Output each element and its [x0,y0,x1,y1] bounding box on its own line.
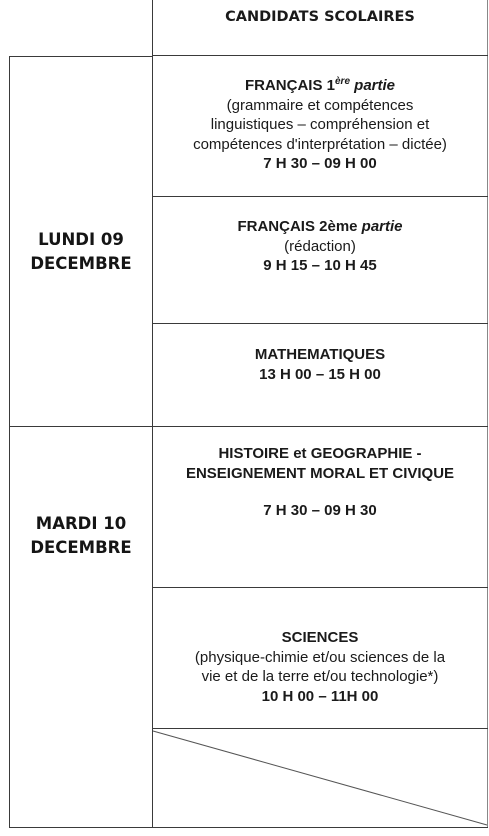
header-bottom-line [152,55,488,56]
exam-francais-1 [153,76,487,174]
exam-time: 13 H 00 – 15 H 00 [259,365,381,383]
day-label-tuesday: MARDI 10 DECEMBRE [30,514,132,557]
day-top-line [9,56,153,57]
day-divider [9,426,488,427]
day-label-monday: LUNDI 09 DECEMBRE [30,230,132,273]
exam-title: ENSEIGNEMENT MORAL ET CIVIQUE [185,464,455,482]
exam-time: 7 H 30 – 09 H 30 [263,502,377,519]
exam-mathematiques [153,345,487,384]
exam-histoire-geographie [153,444,487,521]
exam-title: SCIENCES [281,629,359,646]
exam-detail: (grammaire et compétences [226,96,414,114]
empty-cell-diagonal [152,728,488,828]
exam-sciences [153,628,487,706]
exam-detail: (physique-chimie et/ou sciences de la [194,648,446,666]
exam-title: FRANÇAIS 1ère partie [244,76,396,94]
exam-detail: compétences d'interprétation – dictée) [193,135,447,153]
exam-detail: vie et de la terre et/ou technologie*) [201,668,439,685]
header-title: CANDIDATS SCOLAIRES [225,9,415,25]
right-border [487,0,488,827]
exam-time: 7 H 30 – 09 H 00 [263,155,377,172]
row-divider [152,323,488,324]
exam-time: 10 H 00 – 11H 00 [261,687,379,705]
row-divider [152,587,488,588]
left-border [9,56,10,827]
exam-time: 9 H 15 – 10 H 45 [263,257,377,274]
exam-title: FRANÇAIS 2ème partie [237,218,403,235]
exam-title: HISTOIRE et GEOGRAPHIE - [218,445,422,462]
exam-francais-2 [153,217,487,276]
exam-detail: (rédaction) [284,237,356,255]
exam-title: MATHEMATIQUES [254,346,386,363]
row-divider [152,196,488,197]
exam-detail: linguistiques – compréhension et [210,116,430,133]
